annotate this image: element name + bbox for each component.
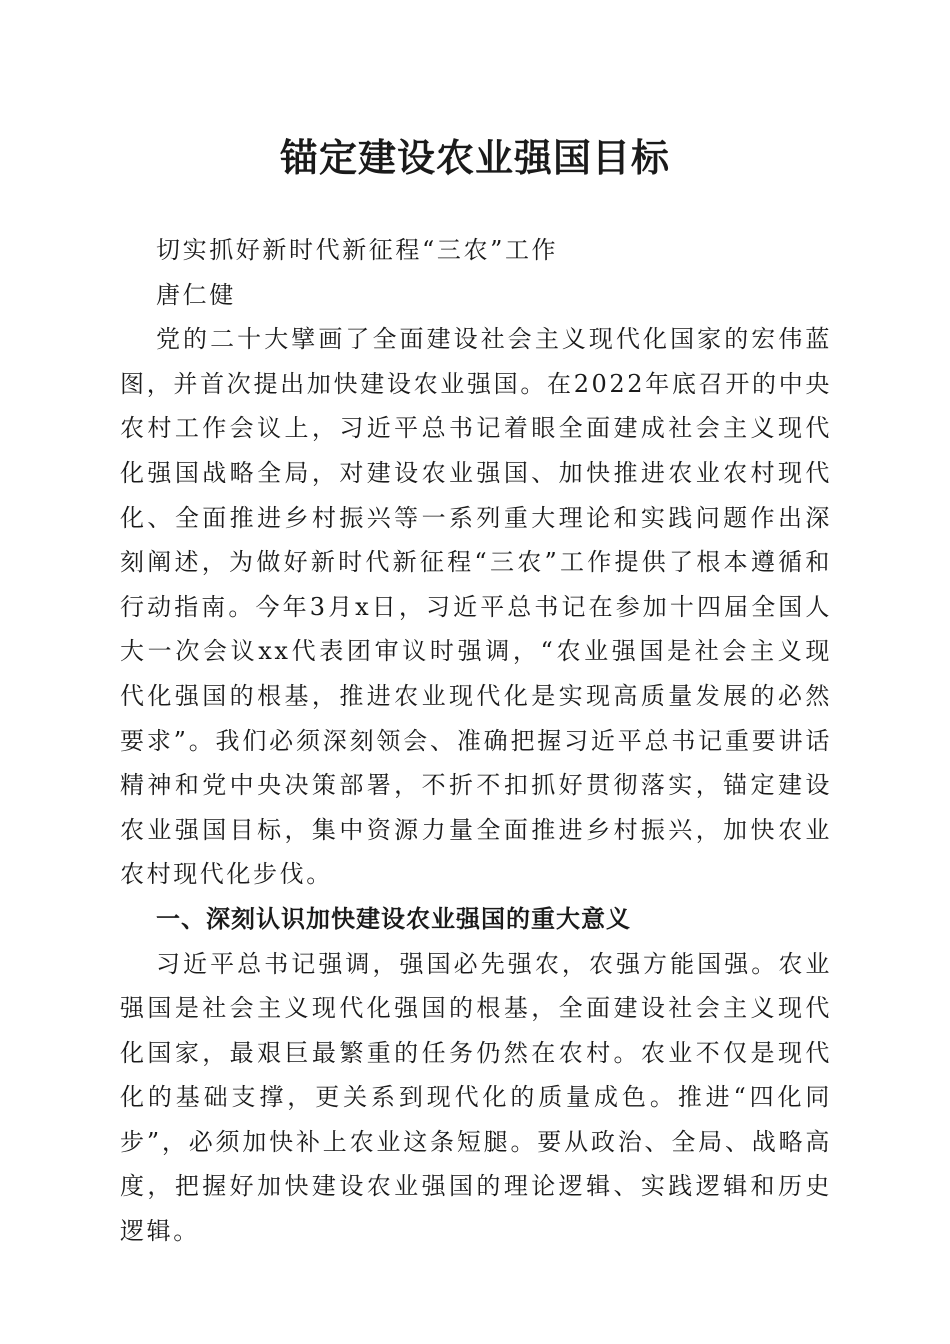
document-author: 唐仁健	[156, 280, 236, 309]
section-paragraph: 习近平总书记强调，强国必先强农，农强方能国强。农业强国是社会主义现代化强国的根基，全面建设社会主义现代化国家，最艰巨最繁重的任务仍然在农村。农业不仅是现代化的基础支撑，更关系到现代化的质量成色。推进“四化同步”，必须加快补上农业这条短腿。要从政治、全局、战略高度，把握好加快建设农业强国的理论逻辑、实践逻辑和历史逻辑。	[120, 949, 832, 1246]
intro-paragraph: 党的二十大擘画了全面建设社会主义现代化国家的宏伟蓝图，并首次提出加快建设农业强国。在2022年底召开的中央农村工作会议上，习近平总书记着眼全面建成社会主义现代化强国战略全局，对建设农业强国、加快推进农业农村现代化、全面推进乡村振兴等一系列重大理论和实践问题作出深刻阐述，为做好新时代新征程“三农”工作提供了根本遵循和行动指南。今年3月x日，习近平总书记在参加十四届全国人大一次会议xx代表团审议时强调，“农业强国是社会主义现代化强国的根基，推进农业现代化是实现高质量发展的必然要求”。我们必须深刻领会、准确把握习近平总书记重要讲话精神和党中央决策部署，不折不扣抓好贯彻落实，锚定建设农业强国目标，集中资源力量全面推进乡村振兴，加快农业农村现代化步伐。	[120, 325, 832, 889]
document-subtitle: 切实抓好新时代新征程“三农”工作	[156, 236, 559, 264]
document-body	[120, 228, 832, 1254]
document-title: 锚定建设农业强国目标	[279, 136, 670, 180]
section-heading: 一、深刻认识加快建设农业强国的重大意义	[156, 904, 631, 933]
